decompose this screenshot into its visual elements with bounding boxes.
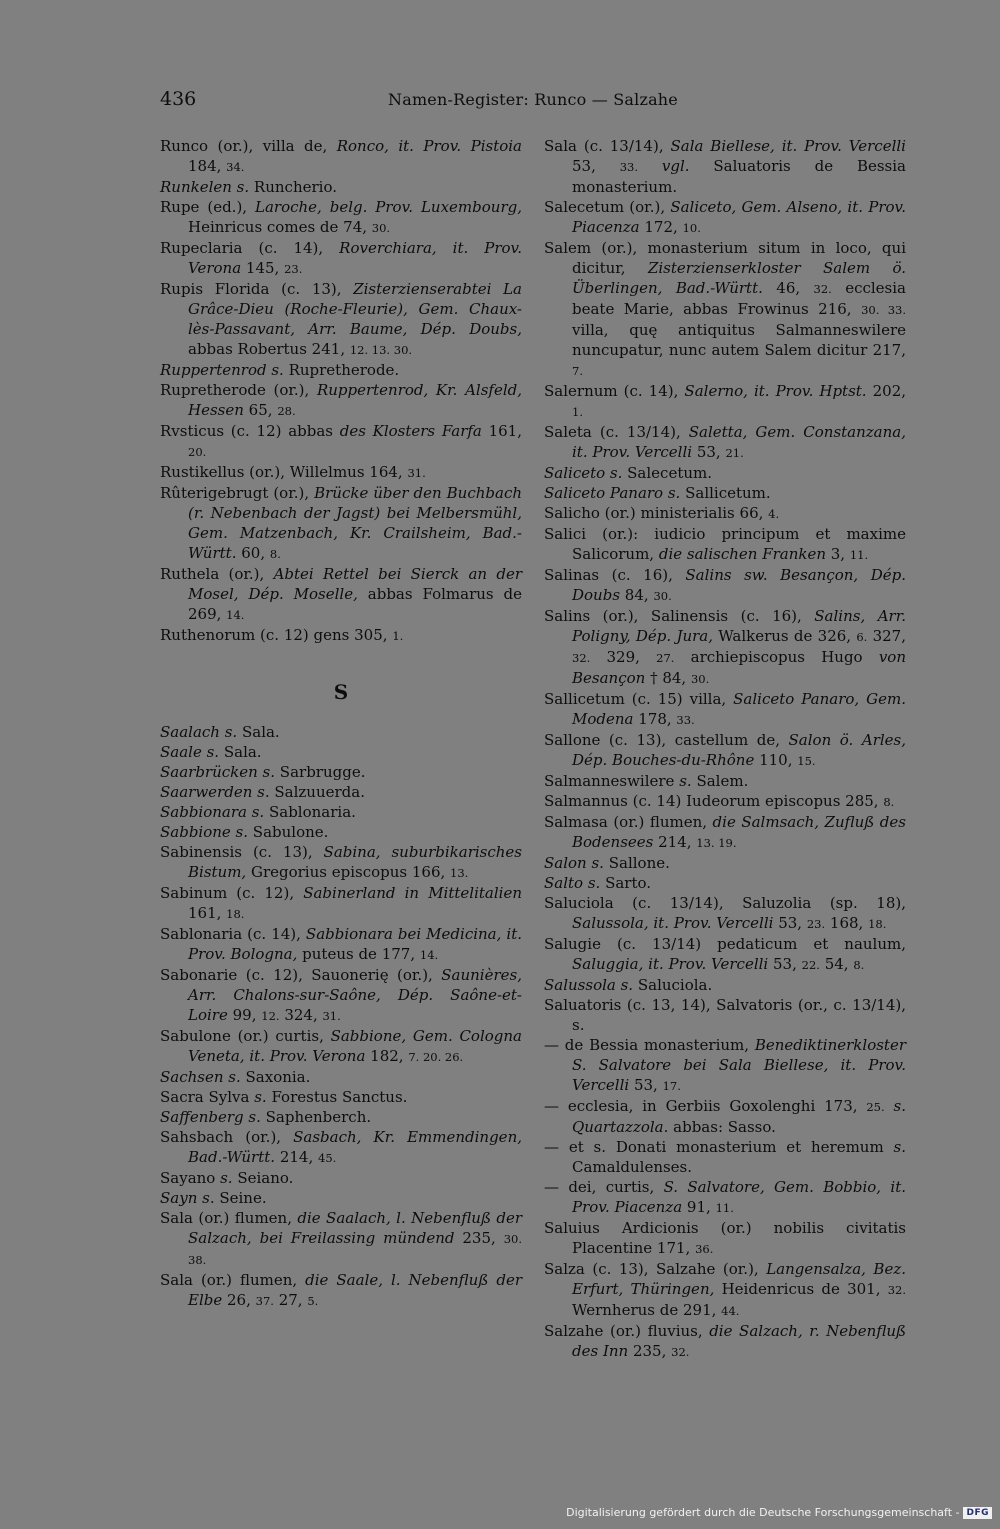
entry-italic-text: Brücke über den Buchbach (r. Nebenbach der Jagst) bei Melbersmühl, Gem. Matzenbach, Kr. Crailsheim, Bad.-Württ. [188,484,523,562]
entry-italic-text: Salins sw. Besançon, Dép. Doubs [572,566,906,604]
entry-text: Salici (or.): iudicio principum et maxime Salicorum, [544,525,906,563]
entry-text: Sala. [219,743,262,761]
entry-text: Sabinensis (c. 13), [160,843,324,861]
entry-italic-text: Sayn s. [160,1189,215,1207]
entry-text: 53, [773,914,807,932]
entry-text [885,1097,894,1115]
entry-text: Rupeclaria (c. 14), [160,239,340,257]
entry-line-ref: 18. [226,907,245,921]
entry-text: Saluatoris (c. 13, 14), Salvatoris (or., c. 13/14), s. [544,996,906,1034]
entry-italic-text: Ruppertenrod s. [160,361,284,379]
entry-text: Saluius Ardicionis (or.) nobilis civitatis Placentine 171, [544,1219,906,1257]
entry-text: Saluciola (c. 13/14), Saluzolia (sp. 18), [544,894,906,912]
index-entry [160,1208,522,1270]
section-letter-s: S [333,680,349,704]
entry-line-ref: 32. [572,651,591,665]
index-entry [160,380,522,421]
index-entry [160,722,522,742]
entry-line-ref: 5. [307,1294,319,1308]
entry-line-ref: 23. [806,917,826,931]
entry-line-ref: 11. [849,548,869,562]
index-entry [160,462,522,483]
entry-line-ref: 8. [853,958,865,972]
entry-text [638,157,662,175]
index-entry [544,238,906,381]
right-column [544,136,906,1362]
entry-text: Sablonaria. [264,803,356,821]
entry-text: Salecetum (or.), [544,198,671,216]
entry-text: Salugie (c. 13/14) pedaticum et naulum, [544,935,906,953]
entry-italic-text: Sabbionara bei Medicina, it. Prov. Bologna, [188,925,522,963]
index-entry [160,279,522,360]
entry-text: 202, [866,382,907,400]
entry-line-ref: 4. [768,507,780,521]
entry-italic-text: s. Quartazzola. [572,1097,906,1136]
index-entry [160,197,522,238]
entries-s [160,722,522,1311]
entry-text: Sarbrugge. [275,763,366,781]
entry-line-ref: 10. [682,221,701,235]
entry-italic-text: Saletta, Gem. Constanzana, it. Prov. Vercelli [572,423,906,461]
index-entry [544,136,906,197]
entry-text: Sallone (c. 13), castellum de, [544,731,789,749]
entry-line-ref: 8. [269,547,281,561]
entry-text: 329, [590,648,657,666]
entry-text: 54, [819,955,854,973]
entry-text: Saluciola. [633,976,713,994]
entry-italic-text: Sabbione, Gem. Cologna Veneta, it. Prov. Verona [188,1027,522,1065]
entry-text: 46, [762,279,814,297]
entry-italic-text: Salussola s. [544,976,634,994]
entry-text: 214, [275,1148,318,1166]
entry-text: 178, [633,710,677,728]
entry-text: Camaldulenses. [572,1158,693,1176]
entry-text: † 84, [645,669,691,687]
index-entry [544,995,906,1035]
entry-text: abbas Folmarus de 269, [188,585,523,623]
page-number: 436 [160,88,197,110]
entry-line-ref: 14. [226,608,245,622]
index-entry [160,883,522,924]
entry-text: 53, [629,1076,663,1094]
index-entry [544,689,906,730]
entry-text: Salzahe (or.) fluvius, [544,1322,710,1340]
entry-text: 161, [481,422,522,440]
entry-line-ref: 7. 20. 26. [408,1050,464,1064]
entry-line-ref: 12. [261,1009,280,1023]
entry-text: abbas Robertus 241, [188,340,350,358]
entry-text: 145, [241,259,285,277]
entry-text: archiepiscopus Hugo [674,648,879,666]
entry-italic-text: die salischen Franken [658,545,826,563]
entry-italic-text: Roverchiara, it. Prov. Verona [188,239,522,277]
entry-line-ref: 15. [797,754,816,768]
entry-text: 182, [365,1047,409,1065]
entry-italic-text: Sabinerland in Mittelitalien [303,884,522,902]
entry-text: — ecclesia, in Gerbiis Goxolenghi 173, [544,1097,867,1115]
entry-text: Rvsticus (c. 12) abbas [160,422,340,440]
entry-italic-text: Sabbione s. [160,823,249,841]
entry-italic-text: Sasbach, Kr. Emmendingen, Bad.-Württ. [188,1128,522,1166]
entry-italic-text: Saliceto s. [544,464,623,482]
index-entry [160,177,522,197]
entry-text: 327, [867,627,906,645]
entry-text: Ruthela (or.), [160,565,274,583]
index-entry [160,360,522,380]
entry-text: 110, [754,751,798,769]
entry-text: Gregorius episcopus 166, [246,863,451,881]
index-entry [544,730,906,771]
entry-line-ref: 27. [656,651,675,665]
index-entry [544,934,906,975]
entry-text: Sallicetum (c. 15) villa, [544,690,734,708]
index-entry [160,1026,522,1067]
index-entry [544,606,906,689]
entry-italic-text: Saarwerden s. [160,783,270,801]
entry-text: Salins (or.), Salinensis (c. 16), [544,607,815,625]
entry-italic-text: S. Salvatore, Gem. Bobbio, it. Prov. Piacenza [572,1178,906,1216]
entry-line-ref: 32. [671,1345,690,1359]
entry-italic-text: die Salmsach, Zufluß des Bodensees [572,813,906,851]
index-entry [544,771,906,791]
entry-line-ref: 31. [322,1009,341,1023]
entry-text: Saxonia. [240,1068,311,1086]
entry-text: 184, [188,157,227,175]
entry-line-ref: 25. [866,1100,885,1114]
entry-text: puteus de 177, [297,945,420,963]
entry-italic-text: Salto s. [544,874,601,892]
entry-text: Runco (or.), villa de, [160,137,337,155]
entry-line-ref: 1. [392,629,404,643]
index-entry [160,1127,522,1168]
index-entry [544,1137,906,1177]
index-entry [544,1218,906,1259]
index-entry [160,625,522,646]
index-entry [160,842,522,883]
index-entry [544,853,906,873]
entry-italic-text: Sabbionara s. [160,803,265,821]
entry-line-ref: 30. [653,589,672,603]
entry-text: Sayano [160,1169,221,1187]
entry-text: 324, [279,1006,323,1024]
entry-line-ref: 45. [318,1151,337,1165]
entry-text: — de Bessia monasterium, [544,1036,755,1054]
entry-line-ref: 21. [725,446,744,460]
index-entry [544,381,906,422]
entry-text: Sallicetum. [680,484,771,502]
index-entry [160,564,522,625]
index-entry [160,1107,522,1127]
entry-text: Sabulone. [248,823,329,841]
entry-italic-text: Laroche, belg. Prov. Luxembourg, [255,198,522,216]
entry-italic-text: Sachsen s. [160,1068,241,1086]
entry-text: 168, [825,914,869,932]
entry-text: 235, [454,1229,504,1247]
entry-italic-text: s. [679,772,692,790]
entry-italic-text: Zisterzienserabtei La Grâce-Dieu (Roche-Fleurie), Gem. Chaux-lès-Passavant, Arr. Baume, Dép. Doubs, [188,280,522,338]
entry-text: villa, quę antiquitus Salmanneswilere nuncupatur, nunc autem Salem dicitur 217, [572,321,906,359]
entry-italic-text: des Klosters Farfa [339,422,482,440]
entry-italic-text: Runkelen s. [160,178,250,196]
index-entry [160,782,522,802]
entry-text: Sabulone (or.) curtis, [160,1027,331,1045]
entry-text: Sala (or.) flumen, [160,1271,306,1289]
entry-line-ref: 11. [715,1201,734,1215]
entry-text: 91, [682,1198,716,1216]
entry-text: Rupretherode. [283,361,400,379]
entry-text: Seiano. [232,1169,294,1187]
entry-text: 214, [653,833,697,851]
entry-italic-text: Salerno, it. Prov. Hptst. [684,382,867,400]
entry-text: Forestus Sanctus. [266,1088,408,1106]
entry-line-ref: 28. [277,404,296,418]
entry-text: Salmanneswilere [544,772,680,790]
entry-text: 53, [692,443,726,461]
entry-text: 27, [273,1291,308,1309]
entry-line-ref: 30. [690,672,710,686]
index-entry [160,965,522,1026]
entry-text: Heidenricus de 301, [714,1280,888,1298]
entry-line-ref: 44. [721,1304,740,1318]
entry-line-ref: 36. [695,1242,714,1256]
entry-text: 172, [639,218,683,236]
entry-text: Salicho (or.) ministerialis 66, [544,504,769,522]
entry-text: 65, [243,401,278,419]
entry-line-ref: 7. [572,364,583,378]
entry-italic-text: Ronco, it. Prov. Pistoia [336,137,523,155]
entry-text: 3, [826,545,850,563]
entry-text: Salem. [691,772,749,790]
entry-italic-text: vgl. [661,157,690,175]
index-entry [544,422,906,463]
entry-text: Sabonarie (c. 12), Sauonerię (or.), [160,966,442,984]
entry-italic-text: die Saalach, l. Nebenfluß der Salzach, bei Freilassing mündend [188,1209,523,1247]
entry-text: Walkerus de 326, [713,627,857,645]
entry-text: Sablonaria (c. 14), [160,925,306,943]
entry-line-ref: 34. [226,160,245,174]
entry-text: Sala (c. 13/14), [544,137,671,155]
entry-italic-text: Saliceto Panaro s. [544,484,681,502]
entry-text: Salmasa (or.) flumen, [544,813,713,831]
entry-text: 99, [227,1006,262,1024]
entry-italic-text: Abtei Rettel bei Sierck an der Mosel, Dép. Moselle, [188,565,522,603]
entry-text: Wernherus de 291, [572,1301,722,1319]
entry-line-ref: 33. [676,713,695,727]
entry-italic-text: Sala Biellese, it. Prov. Vercelli [670,137,906,155]
entry-text: 161, [188,904,227,922]
entry-italic-text: Saarbrücken s. [160,763,276,781]
entry-text: Salinas (c. 16), [544,566,686,584]
entry-text: Rupretherode (or.), [160,381,317,399]
entry-text: Salecetum. [622,464,713,482]
entry-italic-text: Langensalza, Bez. Erfurt, Thüringen, [572,1260,906,1298]
entry-text: Sarto. [600,874,652,892]
entry-line-ref: 32. [887,1283,906,1297]
entry-italic-text: Benediktinerkloster S. Salvatore bei Sala Biellese, it. Prov. Vercelli [572,1036,906,1094]
entry-text: 53, [572,157,620,175]
entry-italic-text: s. [893,1138,906,1156]
entry-text: Runcherio. [249,178,337,196]
index-entry [160,742,522,762]
entry-text: Sala (or.) flumen, [160,1209,298,1227]
entry-line-ref: 8. [883,795,895,809]
index-entry [544,483,906,503]
entry-text: Salzuuerda. [269,783,365,801]
entry-line-ref: 31. [407,466,426,480]
entry-text: 60, [236,544,270,562]
entry-line-ref: 12. 13. 30. [349,343,413,357]
entry-text: Ruthenorum (c. 12) gens 305, [160,626,393,644]
index-entry [160,483,522,564]
entry-text: Rupis Florida (c. 13), [160,280,354,298]
index-entry [544,893,906,934]
entry-line-ref: 14. [419,948,439,962]
entry-italic-text: Salon ö. Arles, Dép. Bouches-du-Rhône [572,731,907,769]
entry-line-ref: 23. [284,262,303,276]
entry-text: Saphenberch. [260,1108,372,1126]
entry-text: Sahsbach (or.), [160,1128,294,1146]
entry-italic-text: Salins, Arr. Poligny, Dép. Jura, [572,607,906,645]
entry-line-ref: 22. [801,958,820,972]
entry-line-ref: 30. 33. [861,303,906,317]
index-entry [544,503,906,524]
entry-line-ref: 30. [371,221,391,235]
index-entry [160,421,522,462]
index-entry [544,812,906,853]
entry-italic-text: Saliceto Panaro, Gem. Modena [572,690,906,728]
index-entry [160,136,522,177]
entries-s-continued [544,136,906,1362]
entry-text: Rupe (ed.), [160,198,255,216]
entry-line-ref: 13. 19. [696,836,737,850]
entry-text: Salza (c. 13), Salzahe (or.), [544,1260,767,1278]
index-entry [160,1270,522,1311]
entry-text: Salem (or.), monasterium situm in loco, qui dicitur, [544,239,906,277]
index-entry [160,1067,522,1087]
entry-text: Sacra Sylva [160,1088,255,1106]
entries-r [160,136,522,646]
index-entry [160,822,522,842]
entry-italic-text: Saliceto, Gem. Alseno, it. Prov. Piacenza [572,198,906,236]
index-entry [544,873,906,893]
entry-text: ecclesia beate Marie, abbas Frowinus 216, [572,279,906,318]
entry-text: 235, [628,1342,672,1360]
entry-line-ref: 13. [450,866,469,880]
entry-text: — et s. Donati monasterium et heremum [544,1138,894,1156]
entry-italic-text: Salussola, it. Prov. Vercelli [572,914,774,932]
index-entry [544,1259,906,1321]
entry-italic-text: Sabina, suburbikarisches Bistum, [188,843,522,881]
index-entry [160,1087,522,1107]
dfg-logo: DFG [963,1507,992,1519]
entry-text: Sala. [237,723,280,741]
entry-text: Seine. [214,1189,267,1207]
entry-text: Salmannus (c. 14) Iudeorum episcopus 285, [544,792,884,810]
entry-italic-text: Saffenberg s. [160,1108,261,1126]
entry-text: Heinricus comes de 74, [188,218,372,236]
entry-italic-text: Saalach s. [160,723,238,741]
entry-italic-text: von Besançon [572,648,906,687]
entry-italic-text: Ruppertenrod, Kr. Alsfeld, Hessen [188,381,522,419]
footer-text: Digitalisierung gefördert durch die Deutsche Forschungsgemeinschaft - [566,1506,960,1519]
entry-line-ref: 1. [572,405,583,419]
entry-italic-text: Saunières, Arr. Chalons-sur-Saône, Dép. Saône-et-Loire [188,966,522,1024]
entry-italic-text: s. [254,1088,267,1106]
entry-text: 84, [620,586,654,604]
index-entry [544,975,906,995]
entry-italic-text: Zisterzienserkloster Salem ö. Überlingen, Bad.-Württ. [572,259,906,297]
funding-footer [566,1506,992,1519]
entry-text: 53, [768,955,802,973]
index-entry [544,524,906,565]
entry-text: Sabinum (c. 12), [160,884,304,902]
index-entry [160,1168,522,1188]
index-entry [544,791,906,812]
entry-line-ref: 6. [856,630,868,644]
entry-text: 26, [222,1291,256,1309]
entry-italic-text: die Saale, l. Nebenfluß der Elbe [188,1271,523,1309]
index-entry [544,1177,906,1218]
index-entry [544,1321,906,1362]
running-head: Namen-Register: Runco — Salzahe [388,90,678,109]
entry-text: abbas: Sasso. [668,1118,776,1136]
entry-italic-text: s. [220,1169,233,1187]
entry-italic-text: die Salzach, r. Nebenfluß des Inn [572,1322,906,1360]
index-entry [544,1035,906,1096]
entry-text: Rustikellus (or.), Willelmus 164, [160,463,408,481]
index-entry [544,463,906,483]
index-entry [160,238,522,279]
entry-text: — dei, curtis, [544,1178,664,1196]
index-entry [160,762,522,782]
entry-line-ref: 32. [813,282,832,296]
index-entry [544,197,906,238]
entry-line-ref: 17. [662,1079,681,1093]
entry-line-ref: 20. [188,445,207,459]
entry-line-ref: 30. 38. [188,1232,523,1267]
entry-italic-text: Saluggia, it. Prov. Vercelli [572,955,769,973]
entry-text: Saleta (c. 13/14), [544,423,689,441]
entry-text: Salernum (c. 14), [544,382,685,400]
index-entry [160,924,522,965]
entry-text: Rûterigebrugt (or.), [160,484,315,502]
index-entry [160,802,522,822]
entry-text: Sallone. [603,854,670,872]
index-entry [544,565,906,606]
entry-line-ref: 18. [868,917,887,931]
entry-line-ref: 37. [255,1294,274,1308]
index-entry [160,1188,522,1208]
entry-text: Saluatoris de Bessia monasterium. [572,157,906,196]
entry-line-ref: 33. [619,160,639,174]
entry-italic-text: Saale s. [160,743,220,761]
left-column [160,136,522,1311]
entry-italic-text: Salon s. [544,854,604,872]
index-entry [544,1096,906,1137]
